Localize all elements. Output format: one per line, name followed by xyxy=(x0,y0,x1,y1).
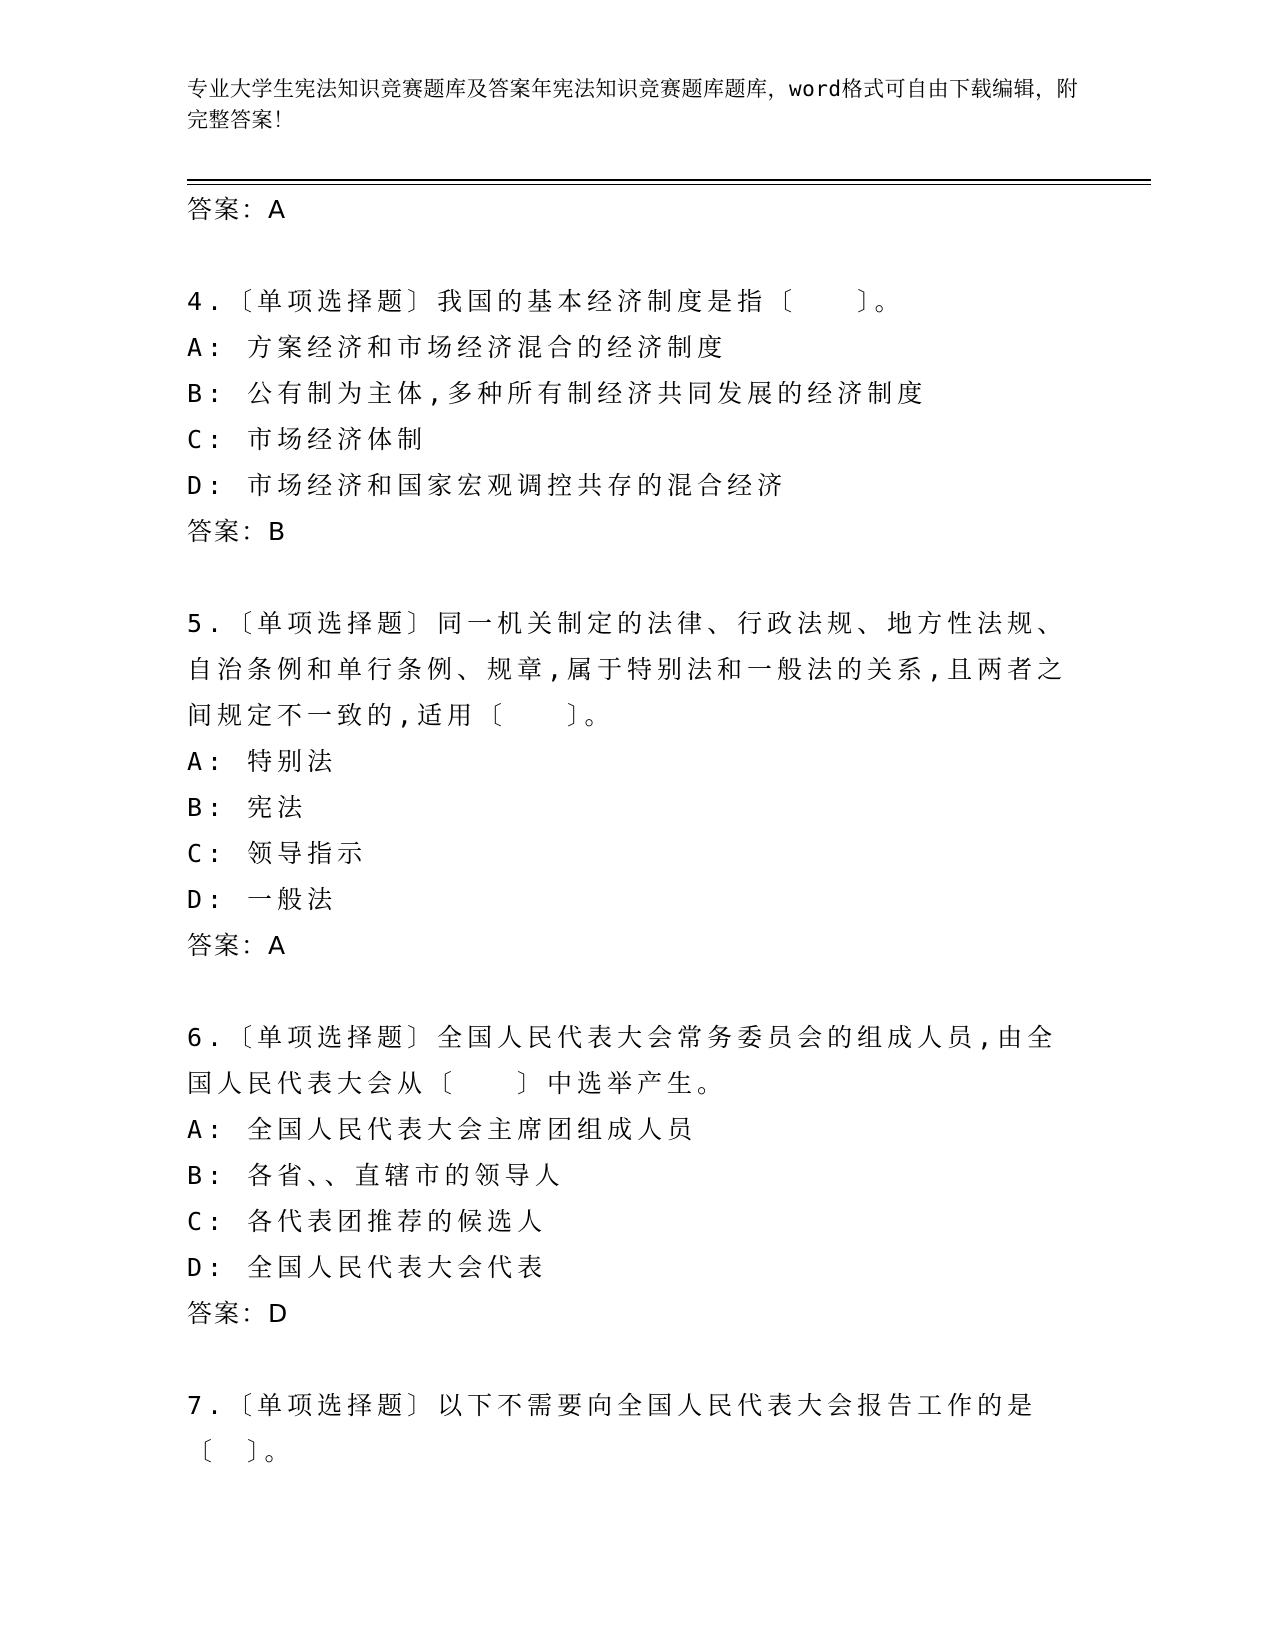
answer-line: 答案：A xyxy=(187,195,288,224)
option-c: C: 各代表团推荐的候选人 xyxy=(187,1207,548,1236)
header-divider-thin xyxy=(187,184,1151,185)
option-b: B: 公有制为主体,多种所有制经济共同发展的经济制度 xyxy=(187,379,928,408)
question-content xyxy=(187,187,1087,1475)
header-divider-thick xyxy=(187,179,1151,181)
answer-line: 答案：A xyxy=(187,931,288,960)
question-stem: 5.〔单项选择题〕同一机关制定的法律、行政法规、地方性法规、自治条例和单行条例、规章,属于特别法和一般法的关系,且两者之间规定不一致的,适用〔 〕。 xyxy=(187,609,1068,730)
question-4 xyxy=(187,279,1087,555)
answer-line: 答案：D xyxy=(187,1299,290,1328)
option-d: D: 市场经济和国家宏观调控共存的混合经济 xyxy=(187,471,788,500)
question-stem: 7.〔单项选择题〕以下不需要向全国人民代表大会报告工作的是〔 〕。 xyxy=(187,1391,1038,1466)
option-a: A: 特别法 xyxy=(187,747,338,776)
option-a: A: 全国人民代表大会主席团组成人员 xyxy=(187,1115,698,1144)
option-d: D: 一般法 xyxy=(187,885,338,914)
question-stem: 4.〔单项选择题〕我国的基本经济制度是指〔 〕。 xyxy=(187,287,905,316)
question-stem: 6.〔单项选择题〕全国人民代表大会常务委员会的组成人员,由全国人民代表大会从〔 〕中选举产生。 xyxy=(187,1023,1058,1098)
question-7 xyxy=(187,1383,1087,1475)
document-header: 专业大学生宪法知识竞赛题库及答案年宪法知识竞赛题库题库，word格式可自由下载编辑，附完整答案！ xyxy=(187,77,1079,132)
option-c: C: 领导指示 xyxy=(187,839,368,868)
question-6 xyxy=(187,1015,1087,1337)
option-b: B: 各省、、直辖市的领导人 xyxy=(187,1161,565,1190)
option-c: C: 市场经济体制 xyxy=(187,425,428,454)
option-b: B: 宪法 xyxy=(187,793,308,822)
option-d: D: 全国人民代表大会代表 xyxy=(187,1253,548,1282)
question-5 xyxy=(187,601,1087,969)
option-a: A: 方案经济和市场经济混合的经济制度 xyxy=(187,333,728,362)
answer-line: 答案：B xyxy=(187,517,288,546)
